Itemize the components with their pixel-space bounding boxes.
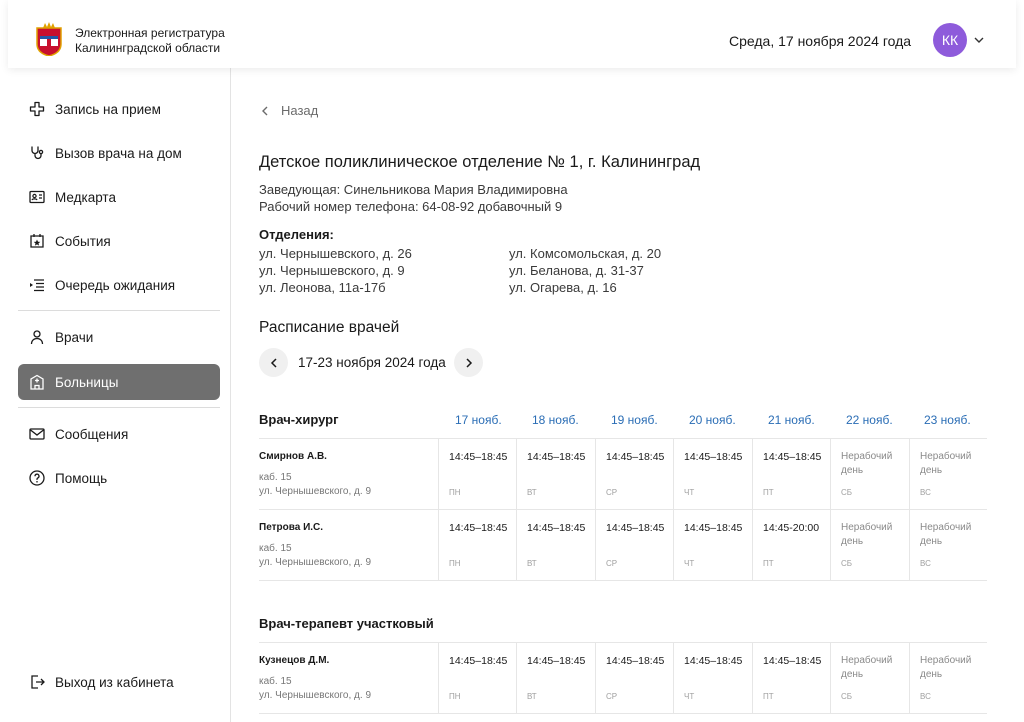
chevron-right-icon	[463, 357, 475, 369]
schedule-cell-off	[830, 439, 908, 510]
weekday: ПН	[449, 559, 461, 568]
sidebar-item-hospitals[interactable]	[18, 364, 220, 400]
logout-button[interactable]	[18, 664, 220, 700]
time-slot: 14:45–18:45	[449, 522, 508, 534]
time-slot: 14:45–18:45	[684, 451, 743, 463]
sidebar-item-label: Помощь	[55, 470, 108, 486]
question-circle-icon	[29, 470, 45, 486]
chevron-left-icon	[268, 357, 280, 369]
time-slot: 14:45–18:45	[449, 451, 508, 463]
non-working-label: Нерабочий день	[841, 522, 893, 547]
department-address: ул. Беланова, д. 31-37	[509, 263, 644, 278]
sidebar-item-home-visit[interactable]	[18, 135, 220, 171]
next-week-button[interactable]	[454, 348, 483, 377]
schedule-cell[interactable]	[438, 439, 516, 510]
time-slot: 14:45–18:45	[527, 655, 586, 667]
schedule-cell[interactable]	[516, 643, 594, 714]
hospital-icon	[29, 374, 45, 390]
organization-name	[75, 26, 275, 56]
calendar-star-icon	[29, 233, 45, 249]
sidebar-item-label: Врачи	[55, 329, 94, 345]
weekday: ЧТ	[684, 692, 695, 701]
non-working-label: Нерабочий день	[920, 655, 972, 680]
schedule-cell-off	[830, 510, 908, 581]
schedule-cell[interactable]	[516, 510, 594, 581]
schedule-cell[interactable]	[673, 510, 751, 581]
weekday: ВТ	[527, 559, 537, 568]
day-header[interactable]: 21 нояб.	[768, 413, 815, 427]
weekday: СР	[606, 488, 618, 497]
schedule-cell[interactable]	[673, 643, 751, 714]
department-address: ул. Чернышевского, д. 9	[259, 263, 405, 278]
sidebar-item-label: Очередь ожидания	[55, 277, 176, 293]
day-header[interactable]: 22 нояб.	[846, 413, 893, 427]
schedule-cell-off	[909, 439, 987, 510]
schedule-cell[interactable]	[595, 439, 673, 510]
sidebar-item-queue[interactable]	[18, 267, 220, 303]
doctor-room: каб. 15	[259, 676, 292, 687]
time-slot: 14:45–18:45	[763, 451, 822, 463]
time-slot: 14:45–18:45	[684, 655, 743, 667]
sidebar-item-doctors[interactable]	[18, 319, 220, 355]
back-link[interactable]	[259, 103, 318, 118]
row-divider	[259, 713, 987, 714]
sidebar-item-label: Запись на прием	[55, 101, 161, 117]
sidebar-item-label: События	[55, 233, 111, 249]
schedule-cell-off	[909, 510, 987, 581]
sidebar-divider	[18, 407, 220, 408]
schedule-cell[interactable]	[752, 510, 830, 581]
schedule-cell[interactable]	[752, 439, 830, 510]
doctor-name[interactable]: Кузнецов Д.М.	[259, 655, 330, 666]
weekday: СР	[606, 692, 618, 701]
coat-of-arms-logo[interactable]	[35, 22, 63, 56]
id-card-icon	[29, 189, 45, 205]
schedule-cell[interactable]	[595, 643, 673, 714]
non-working-label: Нерабочий день	[920, 451, 972, 476]
main-content	[231, 68, 1024, 722]
time-slot: 14:45–18:45	[527, 522, 586, 534]
sidebar-item-help[interactable]	[18, 460, 220, 496]
doctor-name[interactable]: Петрова И.С.	[259, 522, 324, 533]
sidebar-item-label: Больницы	[55, 374, 119, 390]
doctor-name[interactable]: Смирнов А.В.	[259, 451, 327, 462]
time-slot: 14:45–18:45	[684, 522, 743, 534]
logout-icon	[29, 674, 45, 690]
weekday: ПТ	[763, 488, 774, 497]
specialty-title: Врач-хирург	[259, 412, 339, 427]
department-address: ул. Комсомольская, д. 20	[509, 246, 662, 261]
schedule-cell[interactable]	[438, 643, 516, 714]
current-date: Среда, 17 ноября 2024 года	[729, 33, 912, 49]
sidebar	[0, 68, 231, 722]
chevron-down-icon[interactable]	[973, 33, 985, 45]
table-row	[259, 438, 987, 509]
day-header[interactable]: 23 нояб.	[924, 413, 971, 427]
sidebar-item-label: Сообщения	[55, 426, 129, 442]
specialty-title: Врач-терапевт участковый	[259, 616, 434, 631]
back-label: Назад	[281, 103, 319, 118]
time-slot: 14:45–18:45	[449, 655, 508, 667]
non-working-label: Нерабочий день	[920, 522, 972, 547]
logout-label: Выход из кабинета	[55, 674, 174, 690]
department-address: ул. Огарева, д. 16	[509, 280, 617, 295]
phone-number: Рабочий номер телефона: 64-08-92 добавочный 9	[259, 199, 563, 214]
top-header	[8, 0, 1016, 68]
stethoscope-icon	[29, 145, 45, 161]
week-range: 17-23 ноября 2024 года	[298, 355, 446, 370]
day-header[interactable]: 19 нояб.	[611, 413, 658, 427]
time-slot: 14:45–18:45	[606, 522, 665, 534]
weekday: ВС	[920, 488, 931, 497]
schedule-title: Расписание врачей	[259, 319, 400, 336]
sidebar-item-messages[interactable]	[18, 416, 220, 452]
user-avatar[interactable]: КК	[933, 23, 967, 57]
time-slot: 14:45–18:45	[606, 451, 665, 463]
doctor-room: каб. 15	[259, 543, 292, 554]
weekday: ВТ	[527, 488, 537, 497]
prev-week-button[interactable]	[259, 348, 288, 377]
chevron-left-icon	[259, 105, 271, 117]
non-working-label: Нерабочий день	[841, 655, 893, 680]
schedule-cell[interactable]	[673, 439, 751, 510]
weekday: ПТ	[763, 559, 774, 568]
weekday: СБ	[841, 559, 853, 568]
weekday: СБ	[841, 488, 853, 497]
person-icon	[29, 329, 45, 345]
departments-label: Отделения:	[259, 227, 334, 242]
table-row	[259, 642, 987, 713]
row-divider	[259, 580, 987, 581]
weekday: ВС	[920, 692, 931, 701]
day-header[interactable]: 17 нояб.	[455, 413, 502, 427]
time-slot: 14:45-20:00	[763, 522, 820, 534]
weekday: СР	[606, 559, 618, 568]
time-slot: 14:45–18:45	[763, 655, 822, 667]
doctor-address: ул. Чернышевского, д. 9	[259, 690, 372, 701]
weekday: ПН	[449, 692, 461, 701]
sidebar-item-events[interactable]	[18, 223, 220, 259]
doctor-address: ул. Чернышевского, д. 9	[259, 486, 372, 497]
page-title: Детское поликлиническое отделение № 1, г. Калининград	[259, 153, 701, 171]
weekday: ВТ	[527, 692, 537, 701]
weekday: ВС	[920, 559, 931, 568]
doctor-address: ул. Чернышевского, д. 9	[259, 557, 372, 568]
department-address: ул. Чернышевского, д. 26	[259, 246, 412, 261]
schedule-cell[interactable]	[595, 510, 673, 581]
day-header[interactable]: 20 нояб.	[689, 413, 736, 427]
weekday: ПН	[449, 488, 461, 497]
queue-list-icon	[29, 277, 45, 293]
head-doctor: Заведующая: Синельникова Мария Владимировна	[259, 182, 568, 197]
envelope-icon	[29, 426, 45, 442]
time-slot: 14:45–18:45	[606, 655, 665, 667]
sidebar-divider	[18, 310, 220, 311]
sidebar-item-label: Вызов врача на дом	[55, 145, 182, 161]
sidebar-item-label: Медкарта	[55, 189, 116, 205]
weekday: ПТ	[763, 692, 774, 701]
weekday: СБ	[841, 692, 853, 701]
schedule-cell[interactable]	[516, 439, 594, 510]
plus-cross-icon	[29, 101, 45, 117]
doctor-room: каб. 15	[259, 472, 292, 483]
department-address: ул. Леонова, 11а-17б	[259, 280, 386, 295]
time-slot: 14:45–18:45	[527, 451, 586, 463]
weekday: ЧТ	[684, 488, 695, 497]
sidebar-item-appointment[interactable]	[18, 91, 220, 127]
day-header[interactable]: 18 нояб.	[532, 413, 579, 427]
schedule-cell[interactable]	[438, 510, 516, 581]
table-row	[259, 509, 987, 580]
schedule-cell[interactable]	[752, 643, 830, 714]
org-name-line1: Электронная регистратура	[75, 26, 225, 40]
non-working-label: Нерабочий день	[841, 451, 893, 476]
org-name-line2: Калининградской области	[75, 41, 221, 55]
weekday: ЧТ	[684, 559, 695, 568]
sidebar-item-medcard[interactable]	[18, 179, 220, 215]
schedule-cell-off	[909, 643, 987, 714]
schedule-cell-off	[830, 643, 908, 714]
